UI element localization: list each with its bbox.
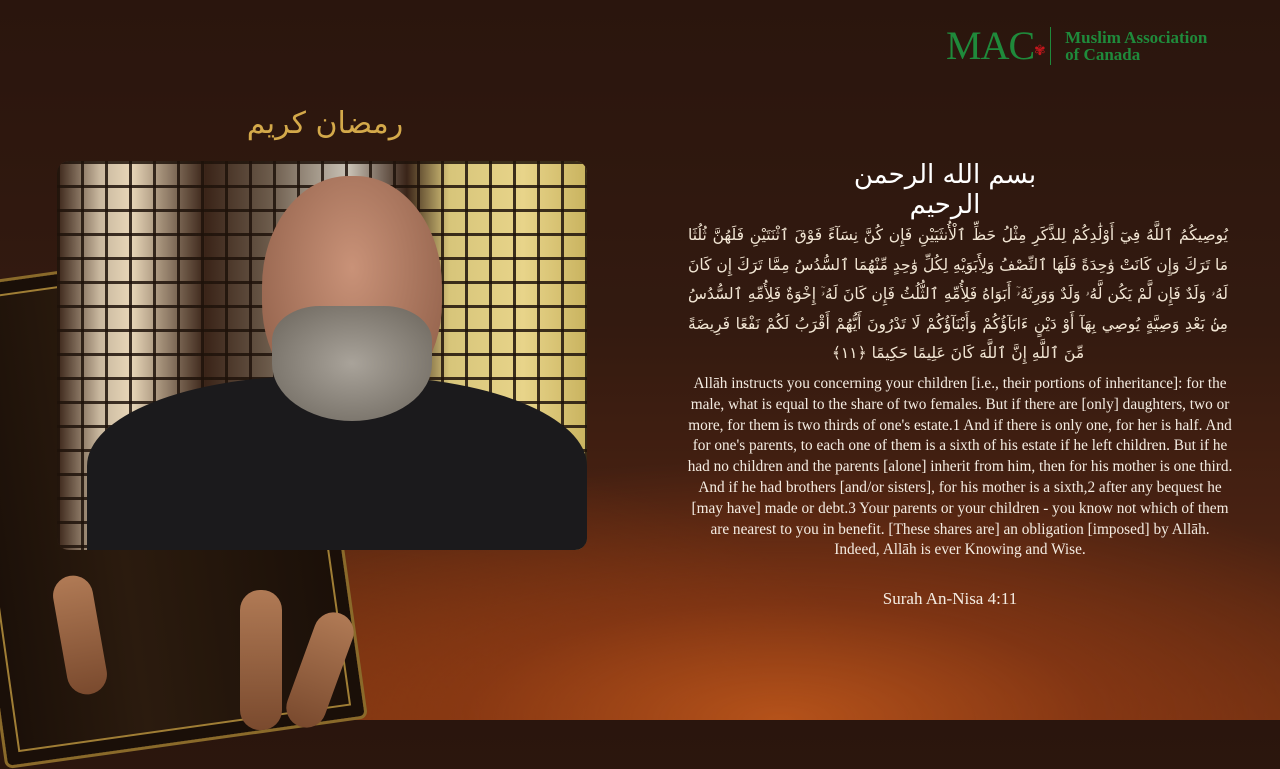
hand-finger: [240, 590, 282, 730]
maple-leaf-icon: ✾: [1034, 44, 1045, 59]
logo-name-line1: Muslim Association: [1065, 28, 1208, 47]
verse-reference: Surah An-Nisa 4:11: [882, 589, 1018, 608]
speaker: [87, 176, 557, 550]
speaker-video[interactable]: [57, 161, 587, 550]
logo-divider: [1050, 27, 1051, 65]
mac-logo: [946, 23, 1208, 68]
ramadan-kareem-calligraphy: رمضان كريم: [246, 106, 404, 141]
bismillah: بسم الله الرحمن الرحيم: [853, 160, 1037, 220]
verse-translation: Allāh instructs you concerning your children [i.e., their portions of inheritance]: for the male, what is equal to the share of two females. But if there are [only] daughters, two or more, for them is two thirds of one's estate.1 And if there is only one, for her is half. And for one's parents, to each one of them is a sixth of his estate if he left children. But if he had no children and the parents [alone] inherit from him, then for his mother is one third. And if he had brothers [and/or sisters], for his mother is a sixth,2 after any bequest he [may have] made or debt.3 Your parents or your children - you know not which of them are nearest to you in benefit. [These shares are] an obligation [imposed] by Allāh. Indeed, Allāh is ever Knowing and Wise.: [687, 375, 1233, 559]
speaker-beard: [272, 306, 432, 421]
verse-arabic: يُوصِيكُمُ ٱللَّهُ فِيٓ أَوْلَٰدِكُمْ لِلذَّكَرِ مِثْلُ حَظِّ ٱلْأُنثَيَيْنِ فَإِن كُنَّ نِسَآءً فَوْقَ ٱثْنَتَيْنِ فَلَهُنَّ ثُلُثَا مَا تَرَكَ وَإِن كَانَتْ وَٰحِدَةً فَلَهَا ٱلنِّصْفُ وَلِأَبَوَيْهِ لِكُلِّ وَٰحِدٍ مِّنْهُمَا ٱلسُّدُسُ مِمَّا تَرَكَ إِن كَانَ لَهُۥ وَلَدٌ فَإِن لَّمْ يَكُن لَّهُۥ وَلَدٌ وَوَرِثَهُۥٓ أَبَوَاهُ فَلِأُمِّهِ ٱلثُّلُثُ فَإِن كَانَ لَهُۥٓ إِخْوَةٌ فَلِأُمِّهِ ٱلسُّدُسُ مِنۢ بَعْدِ وَصِيَّةٍ يُوصِي بِهَآ أَوْ دَيْنٍ ءَابَآؤُكُمْ وَأَبْنَآؤُكُمْ لَا تَدْرُونَ أَيُّهُمْ أَقْرَبُ لَكُمْ نَفْعًا فَرِيضَةً مِّنَ ٱللَّهِ إِنَّ ٱللَّهَ كَانَ عَلِيمًا حَكِيمًا ﴿١١﴾: [688, 226, 1228, 362]
logo-abbr: MAC: [946, 23, 1035, 68]
logo-name-line2: of Canada: [1065, 45, 1141, 64]
